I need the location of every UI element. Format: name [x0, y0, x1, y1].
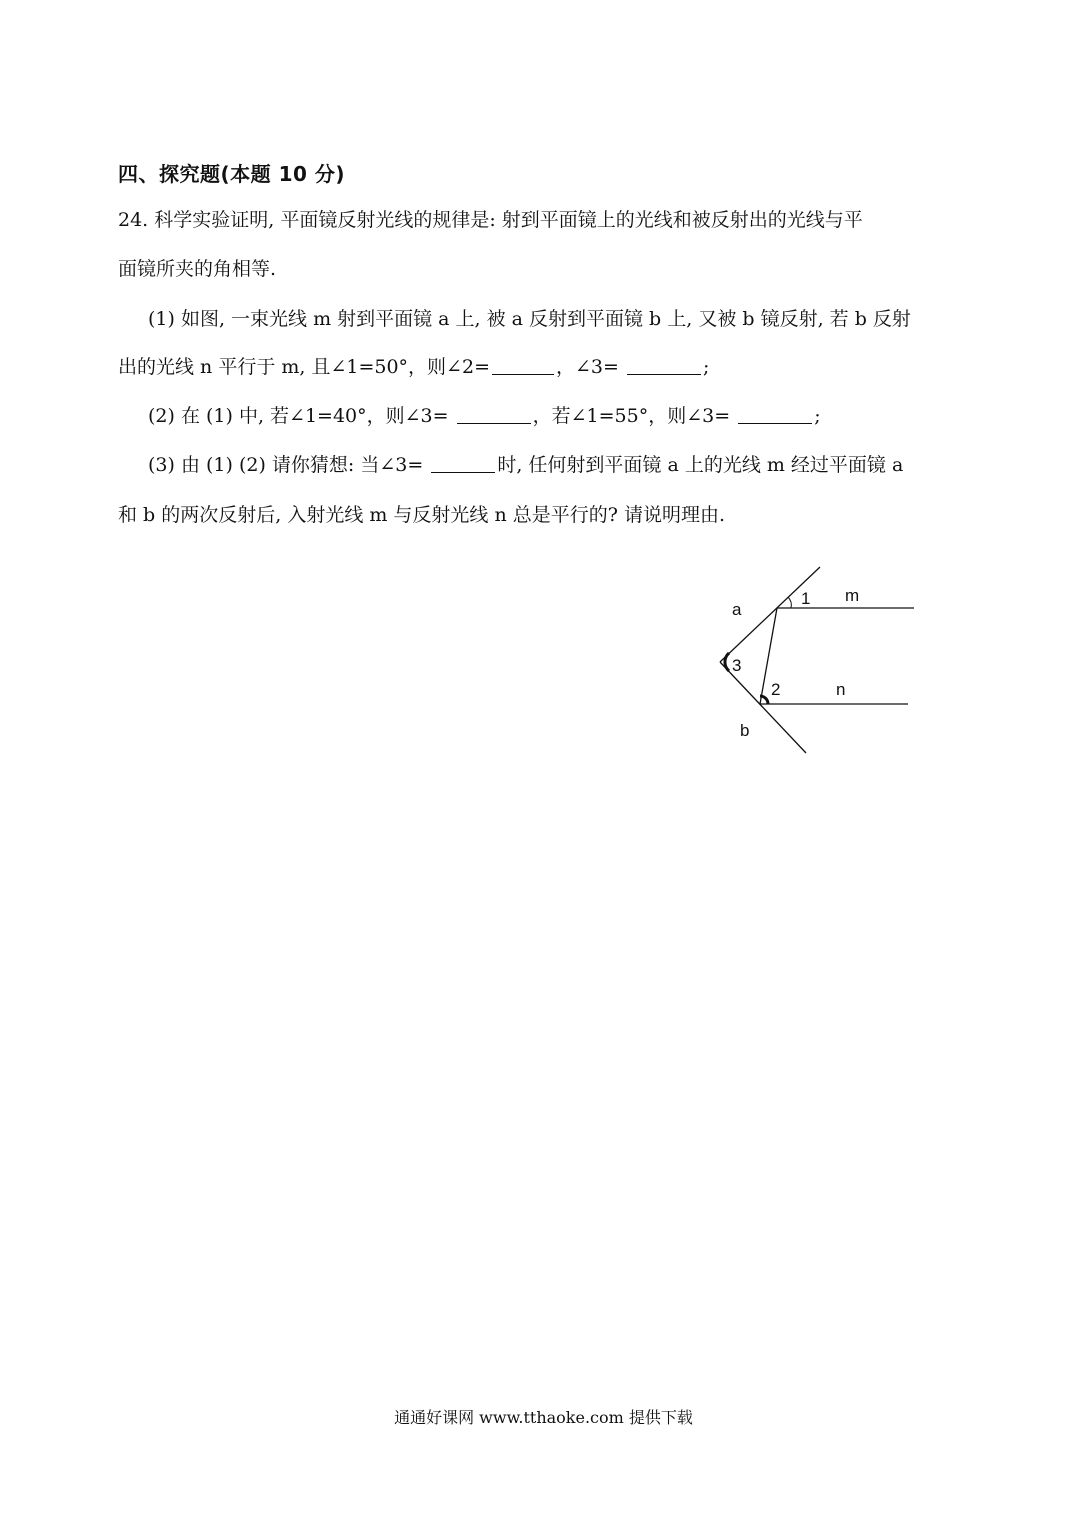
label-angle-3: 3 [732, 656, 742, 675]
part-1-line-1: (1) 如图, 一束光线 m 射到平面镜 a 上, 被 a 反射到平面镜 b 上, 又被 b 镜反射, 若 b 反射 [148, 308, 911, 330]
label-a: a [732, 600, 742, 619]
part-2-text-c: ; [814, 405, 821, 427]
part-2-text-b: ，若∠1=55°，则∠3= [532, 405, 731, 427]
angle-1-arc [788, 597, 791, 608]
answer-blank-part3[interactable] [431, 452, 495, 473]
part-1-text-a: 出的光线 n 平行于 m, 且∠1=50°，则∠2= [118, 356, 490, 378]
part-3-line-1 [148, 451, 903, 479]
answer-blank-part2-second[interactable] [738, 403, 812, 424]
part-1-text-b: ，∠3= [556, 356, 619, 378]
answer-blank-angle-2[interactable] [492, 354, 554, 375]
label-angle-2: 2 [771, 680, 781, 699]
question-stem-line-2: 面镜所夹的角相等. [118, 258, 277, 280]
part-2-line [148, 402, 821, 430]
label-n: n [836, 680, 846, 699]
label-b: b [740, 721, 750, 740]
part-3-text-b: 时, 任何射到平面镜 a 上的光线 m 经过平面镜 a [497, 454, 904, 476]
mirror-b-line [720, 662, 806, 753]
angle-3-arc [725, 653, 729, 671]
part-1-line-2 [118, 353, 709, 381]
part-1-text-c: ; [702, 356, 710, 378]
label-m: m [845, 586, 860, 605]
mirror-reflection-diagram [700, 560, 930, 760]
answer-blank-part2-first[interactable] [457, 403, 531, 424]
question-stem-line-1: 24. 科学实验证明, 平面镜反射光线的规律是: 射到平面镜上的光线和被反射出的光线与平 [118, 209, 863, 231]
label-angle-1: 1 [801, 589, 811, 608]
part-2-text-a: (2) 在 (1) 中, 若∠1=40°，则∠3= [148, 405, 449, 427]
part-3-line-2: 和 b 的两次反射后, 入射光线 m 与反射光线 n 总是平行的? 请说明理由. [118, 504, 725, 526]
section-title: 四、探究题(本题 10 分) [118, 162, 346, 186]
answer-blank-angle-3[interactable] [627, 354, 701, 375]
footer-credit: 通通好课网 www.tthaoke.com 提供下载 [394, 1408, 693, 1427]
part-3-text-a: (3) 由 (1) (2) 请你猜想: 当∠3= [148, 454, 424, 476]
